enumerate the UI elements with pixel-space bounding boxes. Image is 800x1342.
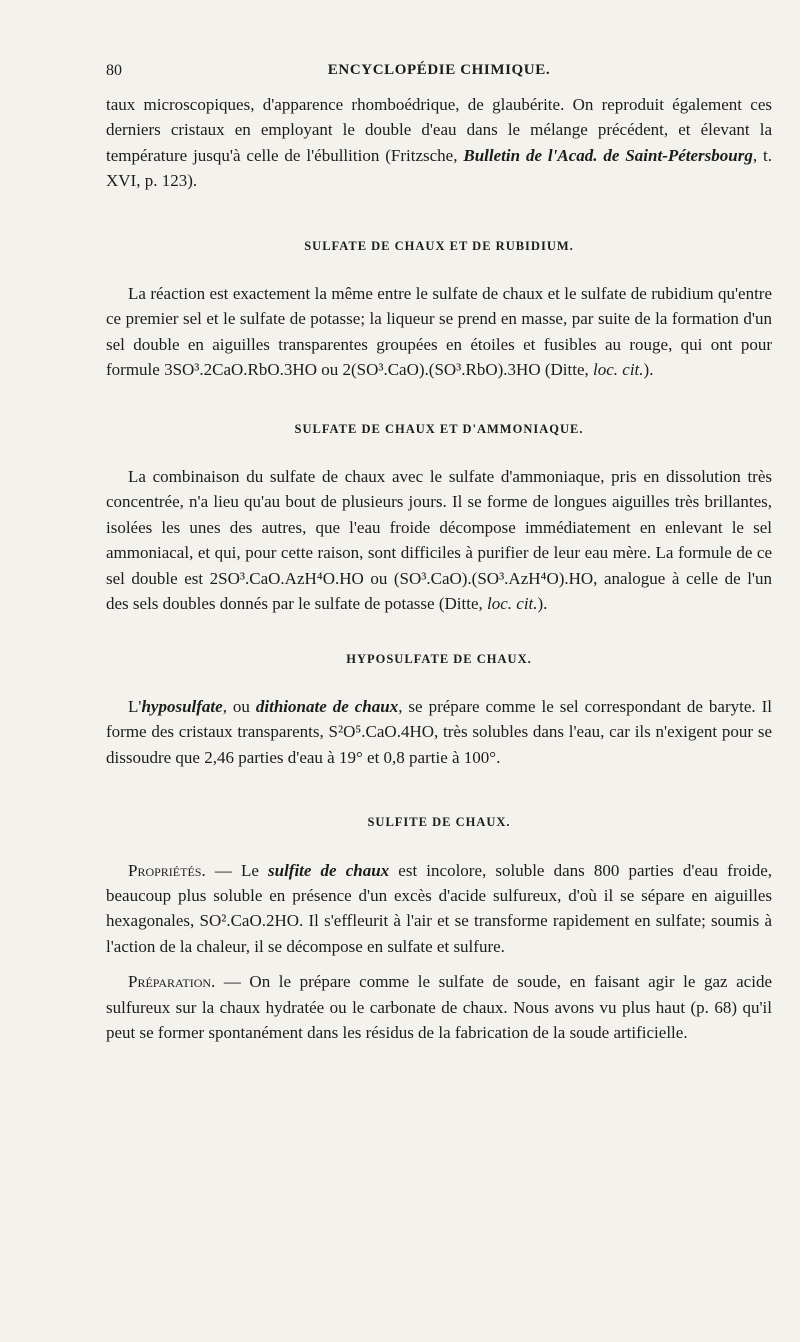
sulfite-term: sulfite de chaux [268,860,390,880]
heading-ammoniaque: SULFATE DE CHAUX ET D'AMMONIAQUE. [294,421,584,436]
heading-hyposulfate: HYPOSULFATE DE CHAUX. [346,651,532,666]
sulfite-properties-paragraph [106,858,772,960]
rubidium-citation: loc. cit. [593,360,644,380]
body-text [106,92,772,1045]
hyposulfate-term-b: dithionate de chaux [255,696,399,716]
rubidium-text-b: ). [643,360,654,380]
rubidium-paragraph [106,281,772,383]
hyposulfate-lead: L' [128,696,142,716]
page-number: 80 [106,62,122,79]
sulfite-text-a: — Le [205,860,268,880]
hyposulfate-term-a: hyposulfate [141,696,223,716]
hyposulfate-paragraph [106,694,772,770]
sulfite-preparation-paragraph [106,969,772,1045]
intro-text-a: taux microscopiques, d'apparence rhomboédrique, de glaubérite. On reproduit également ces derniers cristaux en employant le double d'eau dans le mélange précédent, et élevant la température jusqu'à celle de l'ébullition (Fritzsche, [106,95,772,165]
page-header [106,62,772,86]
intro-paragraph [106,92,772,194]
heading-sulfite: SULFITE DE CHAUX. [367,815,511,830]
hyposulfate-text-b: , se prépare comme le sel correspondant de baryte. Il forme des cristaux transparents, S²O⁵.CaO.4HO, très solubles dans l'eau, car ils n'exigent pour se dissoudre que 2,46 parties d'eau à 19° et 0,8 partie à 100°. [106,696,772,767]
ammoniaque-text-b: ). [537,594,548,614]
proprietes-label: Propriétés. [128,860,206,880]
ammoniaque-text-a: La combinaison du sulfate de chaux avec le sulfate d'ammoniaque, pris en dissolution très concentrée, n'a lieu qu'au bout de plusieurs jours. Il se forme de longues aiguilles très brillantes, isolées les unes des autres, que l'eau froide décompose immédiatement en enlevant le sel ammoniacal, et qui, pour cette raison, sont difficiles à purifier de leur eau mère. La formule de ce sel double est 2SO³.CaO.AzH⁴O.HO ou (SO³.CaO).(SO³.AzH⁴O).HO, analogue à celle de l'un des sels doubles donnés par le sulfate de potasse (Ditte, [106,467,772,614]
preparation-label: Préparation. [128,972,216,992]
ammoniaque-paragraph [106,464,772,616]
ammoniaque-citation: loc. cit. [487,594,538,614]
intro-text-b: , t. XVI, p. 123). [106,145,772,191]
intro-citation: Bulletin de l'Acad. de Saint-Pétersbourg [463,145,753,165]
rubidium-text-a: La réaction est exactement la même entre le sulfate de chaux et le sulfate de rubidium qu'entre ce premier sel et le sulfate de potasse; la liqueur se prend en masse, par suite de la formation d'un sel double en aiguilles transparentes groupées en étoiles et fusibles au rouge, qui ont pour formule 3SO³.2CaO.RbO.3HO ou 2(SO³.CaO).(SO³.RbO).3HO (Ditte, [106,284,772,380]
hyposulfate-text-a: , ou [222,696,256,716]
heading-rubidium: SULFATE DE CHAUX ET DE RUBIDIUM. [304,238,574,253]
running-title: ENCYCLOPÉDIE CHIMIQUE. [327,62,551,78]
sulfite-text-b: est incolore, soluble dans 800 parties d'eau froide, beaucoup plus soluble en présence d'un excès d'acide sulfureux, d'où il se sépare en aiguilles hexagonales, SO².CaO.2HO. Il s'effleurit à l'air et se transforme rapidement en sulfate; soumis à l'action de la chaleur, il se décompose en sulfate et sulfure. [106,860,773,956]
sulfite-text-c: — On le prépare comme le sulfate de soude, en faisant agir le gaz acide sulfureux sur la chaux hydratée ou le carbonate de chaux. Nous avons vu plus haut (p. 68) qu'il peut se former spontanément dans les résidus de la fabrication de la soude artificielle. [106,972,772,1042]
